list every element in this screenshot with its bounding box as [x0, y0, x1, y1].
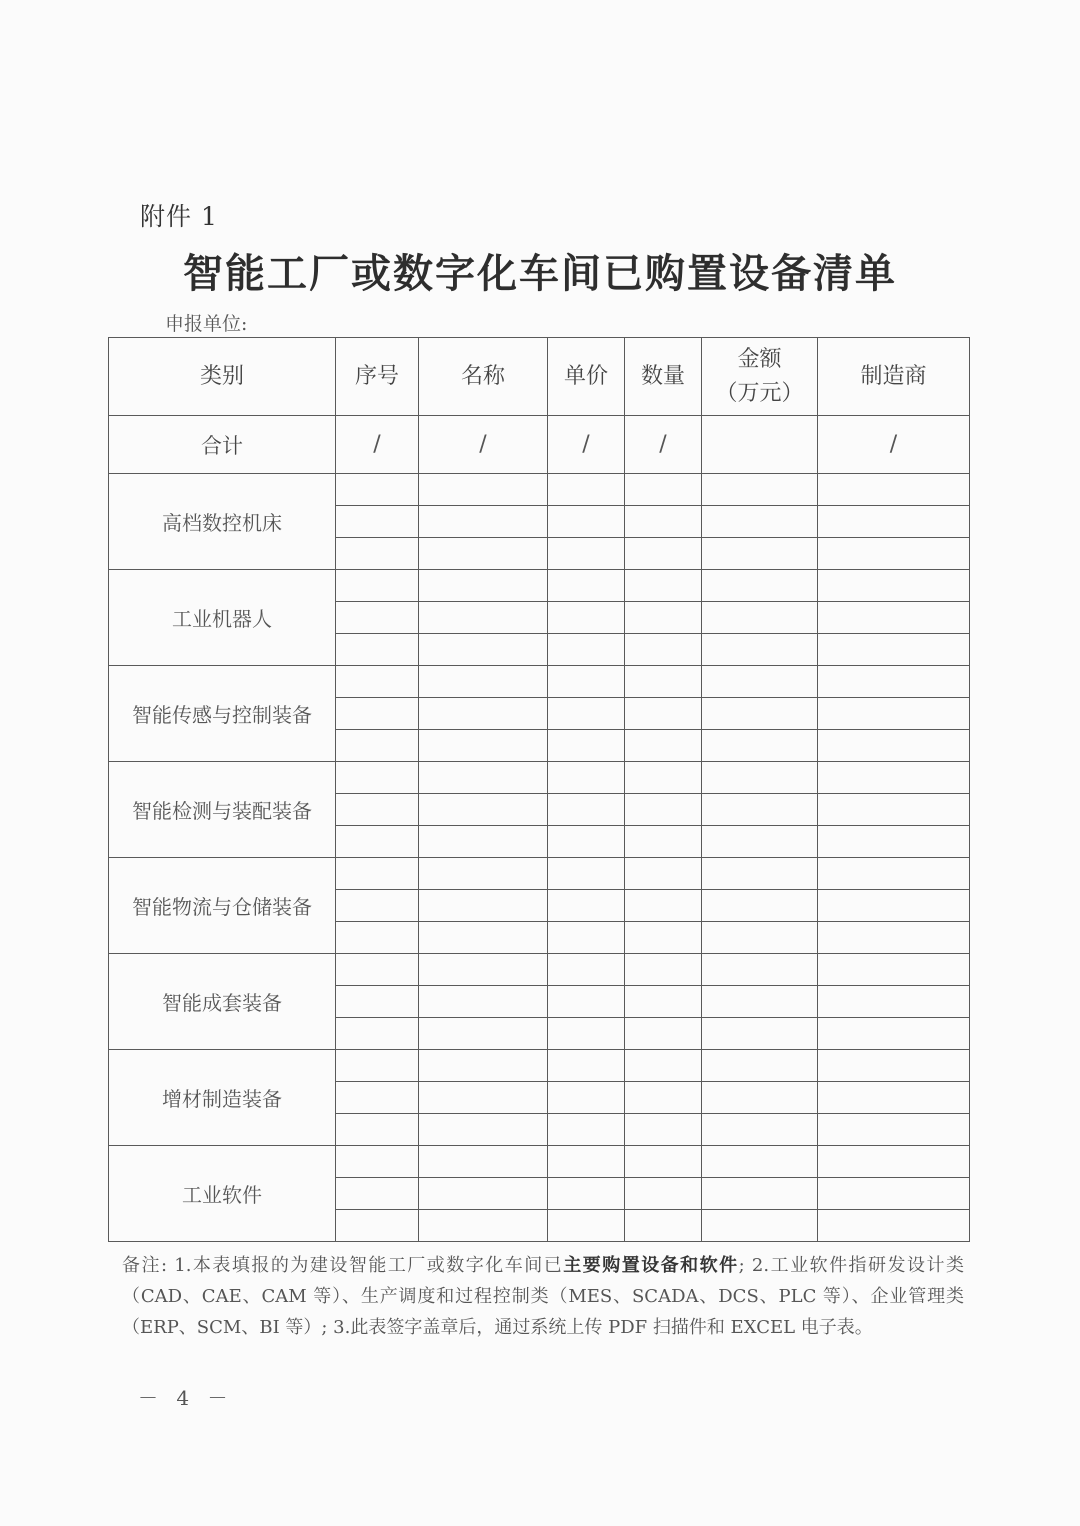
cell-seq[interactable] [336, 826, 419, 858]
cell-manufacturer[interactable] [818, 826, 970, 858]
cell-amount[interactable] [702, 954, 818, 986]
cell-unit-price[interactable] [548, 570, 625, 602]
cell-unit-price[interactable] [548, 1114, 625, 1146]
cell-amount[interactable] [702, 794, 818, 826]
cell-unit-price[interactable] [548, 794, 625, 826]
cell-amount[interactable] [702, 474, 818, 506]
cell-seq[interactable] [336, 1082, 419, 1114]
cell-name[interactable] [419, 826, 548, 858]
cell-seq[interactable] [336, 1114, 419, 1146]
cell-quantity[interactable] [625, 762, 702, 794]
cell-seq[interactable] [336, 666, 419, 698]
equipment-table [108, 337, 970, 1242]
cell-manufacturer[interactable] [818, 634, 970, 666]
footnote [122, 1250, 964, 1343]
category-label: 高档数控机床 [109, 474, 336, 570]
amount-line2: （万元） [715, 380, 804, 406]
cell-seq[interactable] [336, 762, 419, 794]
cell-manufacturer[interactable] [818, 890, 970, 922]
cell-name[interactable] [419, 858, 548, 890]
table-row [109, 570, 970, 602]
total-seq: / [336, 416, 419, 474]
cell-quantity[interactable] [625, 570, 702, 602]
cell-seq[interactable] [336, 794, 419, 826]
cell-manufacturer[interactable] [818, 1050, 970, 1082]
col-header-manufacturer: 制造商 [818, 338, 970, 416]
table-row [109, 954, 970, 986]
cell-name[interactable] [419, 634, 548, 666]
table-row [109, 1146, 970, 1178]
cell-name[interactable] [419, 1082, 548, 1114]
cell-unit-price[interactable] [548, 730, 625, 762]
table-row [109, 1050, 970, 1082]
reporting-unit-label: 申报单位: [165, 313, 248, 335]
cell-unit-price[interactable] [548, 986, 625, 1018]
col-header-name: 名称 [419, 338, 548, 416]
cell-manufacturer[interactable] [818, 858, 970, 890]
cell-quantity[interactable] [625, 1178, 702, 1210]
cell-seq[interactable] [336, 1018, 419, 1050]
cell-name[interactable] [419, 506, 548, 538]
cell-amount[interactable] [702, 1178, 818, 1210]
cell-quantity[interactable] [625, 634, 702, 666]
cell-seq[interactable] [336, 922, 419, 954]
cell-seq[interactable] [336, 1178, 419, 1210]
cell-quantity[interactable] [625, 794, 702, 826]
cell-seq[interactable] [336, 1210, 419, 1242]
col-header-amount [702, 338, 818, 416]
cell-unit-price[interactable] [548, 602, 625, 634]
cell-unit-price[interactable] [548, 954, 625, 986]
cell-amount[interactable] [702, 1210, 818, 1242]
cell-quantity[interactable] [625, 1050, 702, 1082]
cell-amount[interactable] [702, 730, 818, 762]
cell-name[interactable] [419, 666, 548, 698]
cell-manufacturer[interactable] [818, 698, 970, 730]
cell-quantity[interactable] [625, 826, 702, 858]
cell-seq[interactable] [336, 698, 419, 730]
cell-name[interactable] [419, 954, 548, 986]
category-label: 工业软件 [109, 1146, 336, 1242]
cell-quantity[interactable] [625, 922, 702, 954]
cell-manufacturer[interactable] [818, 666, 970, 698]
cell-seq[interactable] [336, 858, 419, 890]
cell-quantity[interactable] [625, 474, 702, 506]
total-row [109, 416, 970, 474]
cell-amount[interactable] [702, 890, 818, 922]
category-label: 增材制造装备 [109, 1050, 336, 1146]
cell-manufacturer[interactable] [818, 1114, 970, 1146]
cell-amount[interactable] [702, 634, 818, 666]
cell-quantity[interactable] [625, 1114, 702, 1146]
cell-unit-price[interactable] [548, 538, 625, 570]
table-row [109, 762, 970, 794]
cell-quantity[interactable] [625, 858, 702, 890]
cell-amount[interactable] [702, 1082, 818, 1114]
cell-unit-price[interactable] [548, 506, 625, 538]
cell-name[interactable] [419, 890, 548, 922]
cell-amount[interactable] [702, 506, 818, 538]
total-quantity: / [625, 416, 702, 474]
category-label: 智能传感与控制装备 [109, 666, 336, 762]
cell-amount[interactable] [702, 538, 818, 570]
cell-manufacturer[interactable] [818, 730, 970, 762]
cell-manufacturer[interactable] [818, 602, 970, 634]
cell-seq[interactable] [336, 506, 419, 538]
table-row [109, 858, 970, 890]
page-number: － 4 － [138, 1386, 234, 1410]
cell-manufacturer[interactable] [818, 954, 970, 986]
cell-manufacturer[interactable] [818, 986, 970, 1018]
cell-name[interactable] [419, 1210, 548, 1242]
cell-manufacturer[interactable] [818, 570, 970, 602]
amount-line1: 金额 [737, 346, 782, 372]
cell-unit-price[interactable] [548, 762, 625, 794]
cell-amount[interactable] [702, 858, 818, 890]
cell-quantity[interactable] [625, 1018, 702, 1050]
table-header-row [109, 338, 970, 416]
category-label: 智能检测与装配装备 [109, 762, 336, 858]
cell-amount[interactable] [702, 1050, 818, 1082]
attachment-label: 附件 1 [140, 202, 218, 231]
col-header-quantity: 数量 [625, 338, 702, 416]
cell-unit-price[interactable] [548, 826, 625, 858]
cell-name[interactable] [419, 570, 548, 602]
cell-quantity[interactable] [625, 1082, 702, 1114]
cell-unit-price[interactable] [548, 890, 625, 922]
cell-quantity[interactable] [625, 954, 702, 986]
cell-name[interactable] [419, 1050, 548, 1082]
total-manufacturer: / [818, 416, 970, 474]
cell-quantity[interactable] [625, 730, 702, 762]
cell-name[interactable] [419, 1018, 548, 1050]
note-bold: 主要购置设备和软件 [563, 1255, 739, 1276]
cell-manufacturer[interactable] [818, 762, 970, 794]
cell-name[interactable] [419, 794, 548, 826]
cell-amount[interactable] [702, 602, 818, 634]
cell-manufacturer[interactable] [818, 506, 970, 538]
cell-manufacturer[interactable] [818, 1146, 970, 1178]
cell-seq[interactable] [336, 890, 419, 922]
cell-unit-price[interactable] [548, 1050, 625, 1082]
cell-quantity[interactable] [625, 986, 702, 1018]
table-row [109, 474, 970, 506]
cell-quantity[interactable] [625, 1210, 702, 1242]
cell-manufacturer[interactable] [818, 922, 970, 954]
cell-seq[interactable] [336, 1050, 419, 1082]
cell-quantity[interactable] [625, 698, 702, 730]
note-suffix: ; 2.工业软件指研发设计类（CAD、CAE、CAM 等）、生产调度和过程控制类（MES、SCADA、DCS、PLC 等）、企业管理类（ERP、SCM、BI 等）; 3.此表签字盖章后，通过系统上传 PDF 扫描件和 EXCEL 电子表。 [122, 1255, 965, 1338]
cell-name[interactable] [419, 1114, 548, 1146]
category-label: 智能成套装备 [109, 954, 336, 1050]
cell-name[interactable] [419, 602, 548, 634]
total-unit-price: / [548, 416, 625, 474]
cell-manufacturer[interactable] [818, 1178, 970, 1210]
category-label: 智能物流与仓储装备 [109, 858, 336, 954]
cell-name[interactable] [419, 1146, 548, 1178]
cell-amount[interactable] [702, 698, 818, 730]
cell-amount[interactable] [702, 1114, 818, 1146]
cell-unit-price[interactable] [548, 1082, 625, 1114]
col-header-seq: 序号 [336, 338, 419, 416]
table-row [109, 666, 970, 698]
document-title: 智能工厂或数字化车间已购置设备清单 [183, 250, 897, 297]
cell-seq[interactable] [336, 730, 419, 762]
cell-name[interactable] [419, 762, 548, 794]
cell-amount[interactable] [702, 570, 818, 602]
cell-unit-price[interactable] [548, 1146, 625, 1178]
note-prefix: 备注: 1.本表填报的为建设智能工厂或数字化车间已 [122, 1255, 564, 1276]
cell-unit-price[interactable] [548, 1178, 625, 1210]
cell-seq[interactable] [336, 954, 419, 986]
cell-name[interactable] [419, 698, 548, 730]
cell-unit-price[interactable] [548, 858, 625, 890]
cell-unit-price[interactable] [548, 698, 625, 730]
col-header-unit-price: 单价 [548, 338, 625, 416]
cell-name[interactable] [419, 538, 548, 570]
cell-manufacturer[interactable] [818, 474, 970, 506]
cell-seq[interactable] [336, 986, 419, 1018]
cell-quantity[interactable] [625, 538, 702, 570]
cell-quantity[interactable] [625, 666, 702, 698]
cell-amount[interactable] [702, 826, 818, 858]
cell-amount[interactable] [702, 762, 818, 794]
cell-name[interactable] [419, 922, 548, 954]
cell-seq[interactable] [336, 538, 419, 570]
cell-unit-price[interactable] [548, 1210, 625, 1242]
cell-unit-price[interactable] [548, 634, 625, 666]
cell-manufacturer[interactable] [818, 538, 970, 570]
cell-name[interactable] [419, 730, 548, 762]
cell-unit-price[interactable] [548, 1018, 625, 1050]
cell-amount[interactable] [702, 922, 818, 954]
cell-quantity[interactable] [625, 1146, 702, 1178]
cell-seq[interactable] [336, 1146, 419, 1178]
cell-name[interactable] [419, 474, 548, 506]
cell-amount[interactable] [702, 1146, 818, 1178]
cell-unit-price[interactable] [548, 922, 625, 954]
cell-quantity[interactable] [625, 506, 702, 538]
category-label: 工业机器人 [109, 570, 336, 666]
cell-name[interactable] [419, 986, 548, 1018]
cell-manufacturer[interactable] [818, 1018, 970, 1050]
total-label: 合计 [109, 416, 336, 474]
col-header-category: 类别 [109, 338, 336, 416]
cell-seq[interactable] [336, 602, 419, 634]
cell-amount[interactable] [702, 986, 818, 1018]
cell-manufacturer[interactable] [818, 1082, 970, 1114]
cell-quantity[interactable] [625, 602, 702, 634]
cell-seq[interactable] [336, 634, 419, 666]
cell-quantity[interactable] [625, 890, 702, 922]
cell-manufacturer[interactable] [818, 794, 970, 826]
total-amount-cell[interactable] [702, 416, 818, 474]
cell-unit-price[interactable] [548, 474, 625, 506]
cell-seq[interactable] [336, 474, 419, 506]
cell-manufacturer[interactable] [818, 1210, 970, 1242]
cell-seq[interactable] [336, 570, 419, 602]
cell-amount[interactable] [702, 1018, 818, 1050]
cell-name[interactable] [419, 1178, 548, 1210]
total-name: / [419, 416, 548, 474]
cell-unit-price[interactable] [548, 666, 625, 698]
cell-amount[interactable] [702, 666, 818, 698]
